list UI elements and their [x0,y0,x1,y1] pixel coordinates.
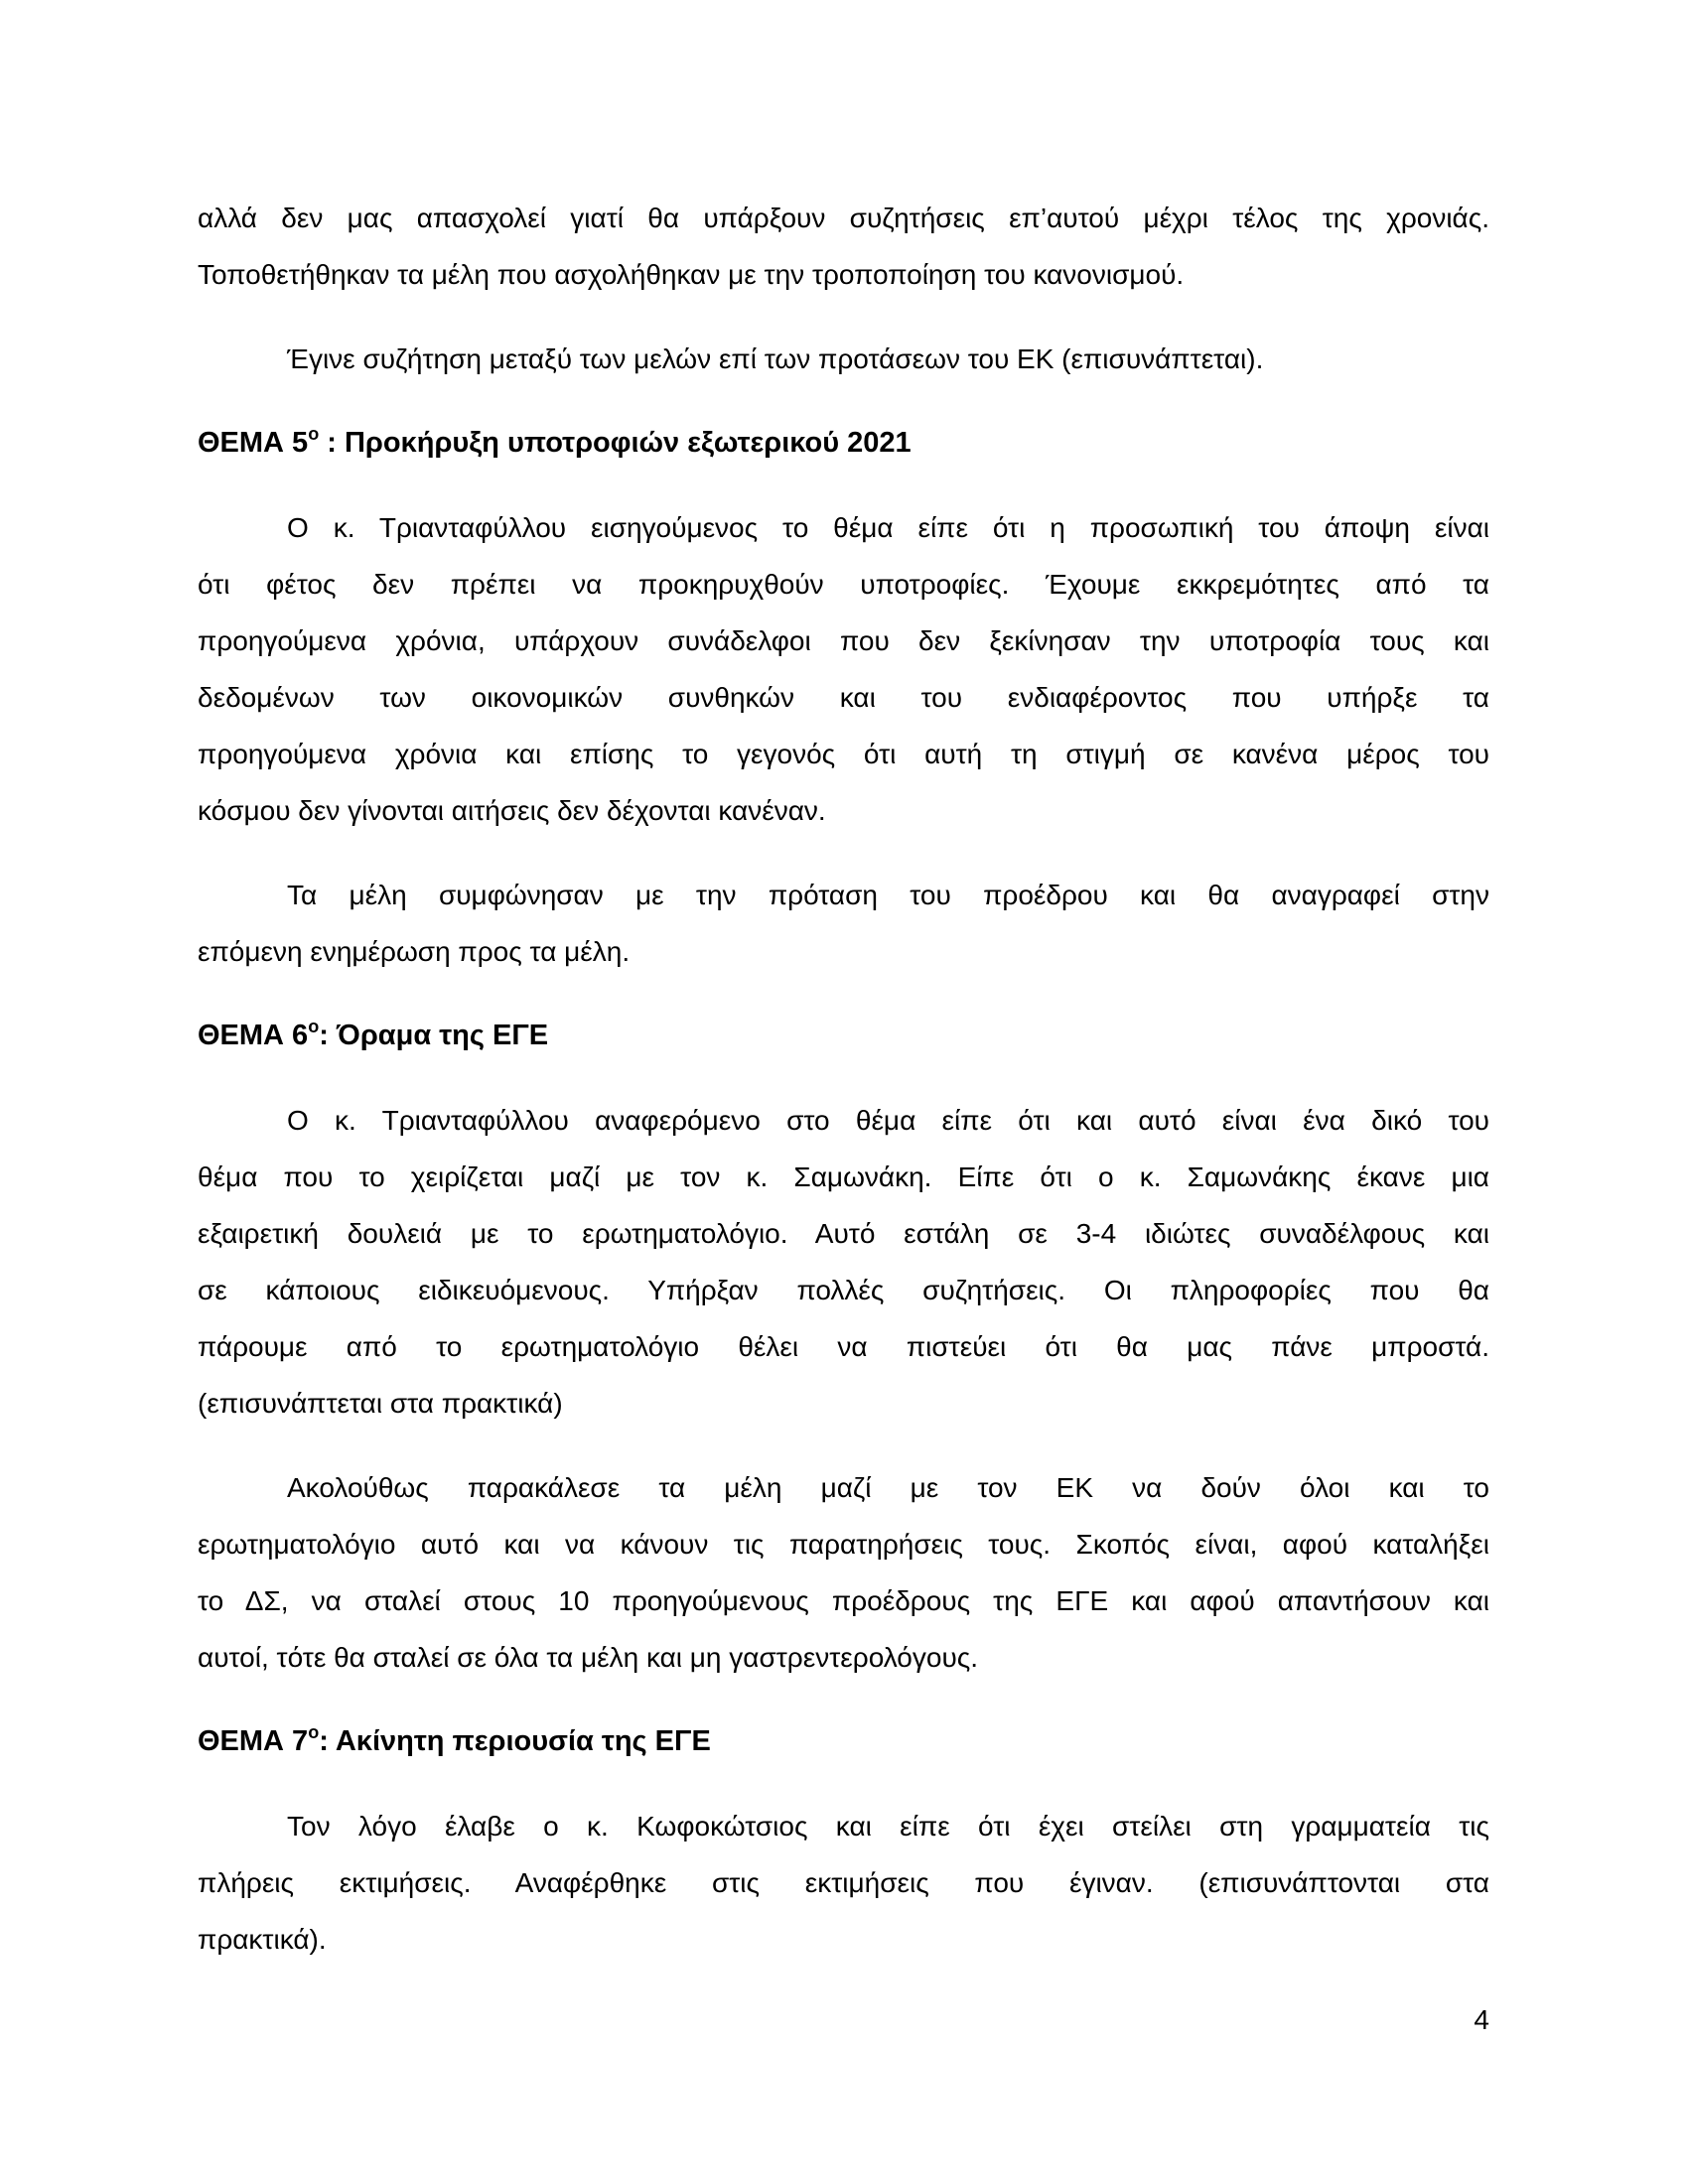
heading-text: ΘΕΜΑ 6 [198,1020,309,1051]
text-line: Ο κ. Τριανταφύλλου αναφερόμενο στο θέμα είπε ότι και αυτό είναι ένα δικό του [287,1105,1489,1136]
page-number: 4 [1474,2004,1489,2035]
text-line: Έγινε συζήτηση μεταξύ των μελών επί των προτάσεων του ΕΚ (επισυνάπτεται). [287,343,1264,374]
text-line: προηγούμενα χρόνια, υπάρχουν συνάδελφοι που δεν ξεκίνησαν την υποτροφία τους και [198,625,1489,656]
heading-text: : Προκήρυξη υποτροφιών εξωτερικού 2021 [319,427,912,459]
heading-text: : Όραμα της ΕΓΕ [319,1020,549,1051]
text-line: αυτοί, τότε θα σταλεί σε όλα τα μέλη και μη γαστρεντερολόγους. [198,1642,979,1673]
text-line: πλήρεις εκτιμήσεις. Αναφέρθηκε στις εκτιμήσεις που έγιναν. (επισυνάπτονται στα [198,1867,1489,1898]
text-line: (επισυνάπτεται στα πρακτικά) [198,1388,563,1419]
text-line: δεδομένων των οικονομικών συνθηκών και του ενδιαφέροντος που υπήρξε τα [198,682,1489,713]
text-line: εξαιρετική δουλειά με το ερωτηματολόγιο. Αυτό εστάλη σε 3-4 ιδιώτες συναδέλφους και [198,1218,1489,1249]
paragraph-scholarships [198,499,1489,839]
text-line: αλλά δεν μας απασχολεί γιατί θα υπάρξουν συζητήσεις επ’αυτού μέχρι τέλος της χρονιάς. [198,203,1489,233]
text-line: Τα μέλη συμφώνησαν με την πρόταση του προέδρου και θα αναγραφεί στην [287,880,1489,910]
paragraph-ek-discussion [198,331,1489,387]
text-line: σε κάποιους ειδικευόμενους. Υπήρξαν πολλές συζητήσεις. Οι πληροφορίες που θα [198,1275,1489,1305]
ordinal-superscript: ο [308,424,320,444]
text-line: θέμα που το χειρίζεται μαζί με τον κ. Σαμωνάκη. Είπε ότι ο κ. Σαμωνάκης έκανε μια [198,1161,1489,1192]
section-heading-thema-7 [198,1713,1489,1770]
text-line: κόσμου δεν γίνονται αιτήσεις δεν δέχονται κανέναν. [198,795,826,826]
text-line: επόμενη ενημέρωση προς τα μέλη. [198,936,631,967]
paragraph-members-agree [198,867,1489,980]
text-line: προηγούμενα χρόνια και επίσης το γεγονός ότι αυτή τη στιγμή σε κανένα μέρος του [198,739,1489,769]
text-line: ότι φέτος δεν πρέπει να προκηρυχθούν υποτροφίες. Έχουμε εκκρεμότητες από τα [198,569,1489,600]
ordinal-superscript: ο [308,1017,320,1036]
heading-text: ΘΕΜΑ 5 [198,427,309,459]
text-line: Ο κ. Τριανταφύλλου εισηγούμενος το θέμα είπε ότι η προσωπική του άποψη είναι [287,512,1489,543]
text-line: Τοποθετήθηκαν τα μέλη που ασχολήθηκαν με την τροποποίηση του κανονισμού. [198,259,1185,290]
text-line: πρακτικά). [198,1924,327,1955]
text-line: πάρουμε από το ερωτηματολόγιο θέλει να πιστεύει ότι θα μας πάνε μπροστά. [198,1331,1489,1362]
heading-text: : Ακίνητη περιουσία της ΕΓΕ [319,1725,711,1757]
text-line: το ΔΣ, να σταλεί στους 10 προηγούμενους προέδρους της ΕΓΕ και αφού απαντήσουν και [198,1585,1489,1616]
paragraph-continuation [198,190,1489,303]
document-content [198,190,1489,1995]
paragraph-questionnaire-review [198,1459,1489,1686]
ordinal-superscript: ο [308,1722,320,1742]
section-heading-thema-5 [198,415,1489,472]
heading-text: ΘΕΜΑ 7 [198,1725,309,1757]
section-heading-thema-6 [198,1008,1489,1064]
text-line: Ακολούθως παρακάλεσε τα μέλη μαζί με τον ΕΚ να δούν όλοι και το [287,1472,1489,1503]
text-line: ερωτηματολόγιο αυτό και να κάνουν τις παρατηρήσεις τους. Σκοπός είναι, αφού καταλήξει [198,1529,1489,1560]
paragraph-questionnaire [198,1092,1489,1432]
paragraph-property [198,1798,1489,1968]
text-line: Τον λόγο έλαβε ο κ. Κωφοκώτσιος και είπε ότι έχει στείλει στη γραμματεία τις [287,1811,1489,1842]
